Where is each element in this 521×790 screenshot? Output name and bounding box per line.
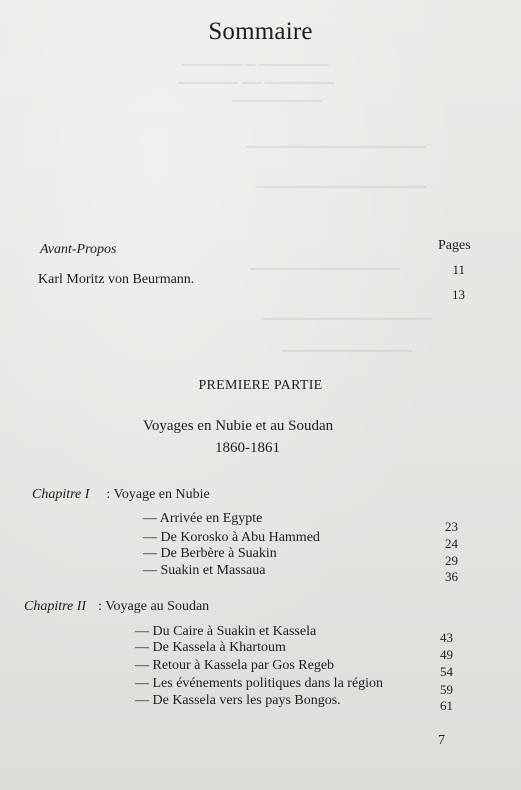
bleed-through: ▔▔▔▔▔▔ ▔ ▔▔▔▔▔▔▔	[182, 64, 329, 79]
chapter-title: : Voyage en Nubie	[106, 487, 210, 502]
toc-entry-biography: Karl Moritz von Beurmann.	[38, 272, 195, 287]
toc-page-number: 11	[452, 262, 465, 277]
chapter-heading	[32, 487, 210, 503]
toc-page-number: 13	[452, 287, 465, 302]
toc-page-number: 36	[445, 569, 458, 584]
toc-section: — Du Caire à Suakin et Kassela	[135, 624, 317, 639]
toc-section: — Arrivée en Egypte	[143, 511, 263, 526]
bleed-through: ▔▔▔▔▔▔▔▔▔▔▔▔▔	[282, 350, 412, 365]
toc-section: — De Korosko à Abu Hammed	[143, 530, 320, 545]
toc-page-number: 59	[440, 682, 453, 697]
bleed-through: ▔▔▔▔▔▔ ▔▔ ▔▔▔▔▔▔▔	[178, 82, 335, 97]
toc-section: — Les événements politiques dans la région	[135, 676, 384, 691]
page-title: Sommaire	[208, 18, 313, 45]
chapter-title: : Voyage au Soudan	[98, 599, 210, 614]
bleed-through: ▔▔▔▔▔▔▔▔▔▔▔▔▔▔▔▔▔▔	[246, 146, 426, 161]
bleed-through: ▔▔▔▔▔▔▔▔▔	[232, 100, 322, 115]
toc-section: — Retour à Kassela par Gos Regeb	[135, 658, 335, 673]
toc-section: — De Kassela à Khartoum	[135, 640, 286, 655]
part-years: 1860-1861	[215, 440, 280, 456]
toc-page-number: 29	[445, 553, 458, 568]
toc-page-number: 49	[440, 647, 453, 662]
toc-page-number: 23	[445, 519, 458, 534]
chapter-label: Chapitre I	[32, 487, 90, 502]
chapter-heading	[24, 599, 209, 615]
toc-section: — De Berbère à Suakin	[143, 546, 277, 561]
part-subtitle: Voyages en Nubie et au Soudan	[143, 418, 334, 434]
pages-heading: Pages	[438, 238, 471, 253]
toc-page-number: 43	[440, 630, 453, 645]
part-heading: PREMIERE PARTIE	[198, 378, 323, 393]
bleed-through: ▔▔▔▔▔▔▔▔▔▔▔▔▔▔▔▔▔	[256, 186, 426, 201]
toc-page-number: 54	[440, 664, 453, 679]
toc-page-number: 24	[445, 536, 458, 551]
bleed-through: ▔▔▔▔▔▔▔▔▔▔▔▔▔▔▔	[250, 268, 400, 283]
toc-page-number: 61	[440, 698, 453, 713]
toc-entry-avant-propos: Avant-Propos	[40, 242, 117, 257]
bleed-through: ▔▔▔▔▔▔▔▔▔▔▔▔▔▔▔▔▔	[262, 318, 432, 333]
chapter-label: Chapitre II	[24, 599, 87, 614]
page-folio: 7	[438, 733, 445, 748]
toc-section: — Suakin et Massaua	[143, 563, 266, 578]
toc-section: — De Kassela vers les pays Bongos.	[135, 693, 341, 708]
